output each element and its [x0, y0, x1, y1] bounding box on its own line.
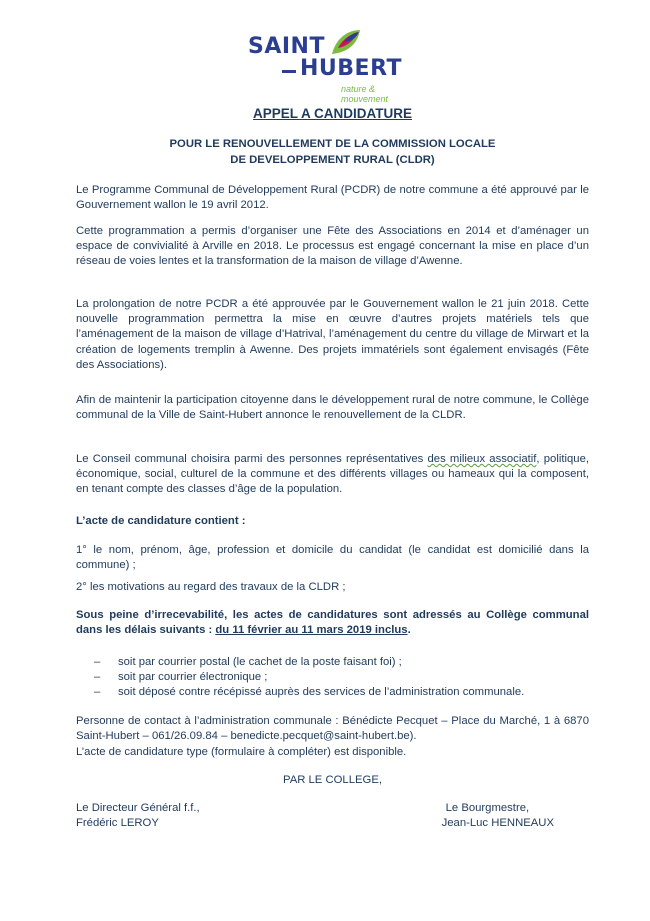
deadline-paragraph: [76, 608, 589, 638]
paragraph-conseil-c: , politique, économique, social, culturel de la commune et des différents villages ou hameaux qui la composent, en tenant compte des classes d’âge de la population.: [76, 453, 589, 496]
list-dash: –: [94, 671, 101, 683]
logo-dash: [282, 70, 296, 73]
paragraph-participation: Afin de maintenir la participation citoyenne dans le développement rural de notre commune, le Collège communal de la Ville de Saint-Hubert annonce le renouvellement de la CLDR.: [76, 394, 589, 422]
paragraph-pcdr: Le Programme Communal de Développement Rural (PCDR) de notre commune a été approuvé par le Gouvernement wallon le 19 avril 2012.: [76, 184, 589, 212]
logo-saint-text: SAINT: [248, 34, 325, 59]
subtitle: [76, 136, 589, 168]
acte-item-1: 1° le nom, prénom, âge, profession et domicile du candidat (le candidat est domicilié dans la commune) ;: [76, 544, 589, 572]
list-item-text: soit déposé contre récépissé auprès des services de l’administration communale.: [118, 686, 525, 698]
list-dash: –: [94, 686, 101, 698]
paragraph-programmation: Cette programmation a permis d’organiser une Fête des Associations en 2014 et d’aménager un espace de convivialité à Arville en 2018. Le processus est engagé concernant la mise en place d’un réseau de voies lentes et la transformation de la maison de village d’Awenne.: [76, 225, 589, 268]
paragraph-conseil: [76, 452, 589, 498]
subtitle-line-2: DE DEVELOPPEMENT RURAL (CLDR): [230, 154, 435, 166]
subtitle-line-1: POUR LE RENOUVELLEMENT DE LA COMMISSION LOCALE: [169, 138, 496, 150]
page-title: APPEL A CANDIDATURE: [252, 106, 412, 121]
paragraph-prolongation: La prolongation de notre PCDR a été approuvée par le Gouvernement wallon le 21 juin 2018. Cette nouvelle programmation permettra la mise en œuvre d’autres projets matériels tels que l’aménagement de la maison de village d’Hatrival, l’aménagement du centre du village de Mirwart et la création de logements tremplin à Awenne. Des projets immatériels sont également envisagés (Fête des Associations).: [76, 298, 589, 371]
logo-hubert-text: HUBERT: [300, 56, 403, 81]
leaf-logo-icon: [328, 28, 362, 58]
sig-right-name: Jean-Luc HENNEAUX: [441, 817, 554, 830]
deadline-dates: du 11 février au 11 mars 2019 inclus: [215, 624, 408, 637]
acte-item-2: 2° les motivations au regard des travaux de la CLDR ;: [76, 581, 346, 593]
list-item-text: soit par courrier électronique ;: [118, 671, 268, 683]
form-available: L’acte de candidature type (formulaire à compléter) est disponible.: [76, 746, 407, 758]
logo-tagline: nature & mouvement: [341, 84, 389, 104]
list-item-text: soit par courrier postal (le cachet de la poste faisant foi) ;: [118, 656, 402, 668]
sig-left-title: Le Directeur Général f.f.,: [76, 802, 200, 814]
signature-left: [76, 801, 200, 831]
list-dash: –: [94, 656, 101, 668]
par-le-college: PAR LE COLLEGE,: [283, 774, 382, 786]
contact-paragraph: Personne de contact à l’administration communale : Bénédicte Pecquet – Place du Marché, 1 à 6870 Saint-Hubert – 061/26.09.84 – benedicte.pecquet@saint-hubert.be).: [76, 715, 589, 743]
deadline-text: Sous peine d’irrecevabilité, les actes de candidatures sont adressés au Collège communal dans les délais suivants :: [76, 609, 589, 637]
paragraph-conseil-a: Le Conseil communal choisira parmi des personnes représentatives: [76, 453, 428, 465]
paragraph-conseil-b: des milieux associatif: [427, 453, 537, 465]
sig-right-title: Le Bourgmestre,: [445, 802, 530, 814]
signature-right: [442, 801, 554, 831]
sig-left-name: Frédéric LEROY: [76, 817, 159, 830]
saint-hubert-logo: [248, 28, 423, 104]
deadline-period: .: [407, 624, 411, 637]
acte-heading: L’acte de candidature contient :: [76, 515, 246, 527]
